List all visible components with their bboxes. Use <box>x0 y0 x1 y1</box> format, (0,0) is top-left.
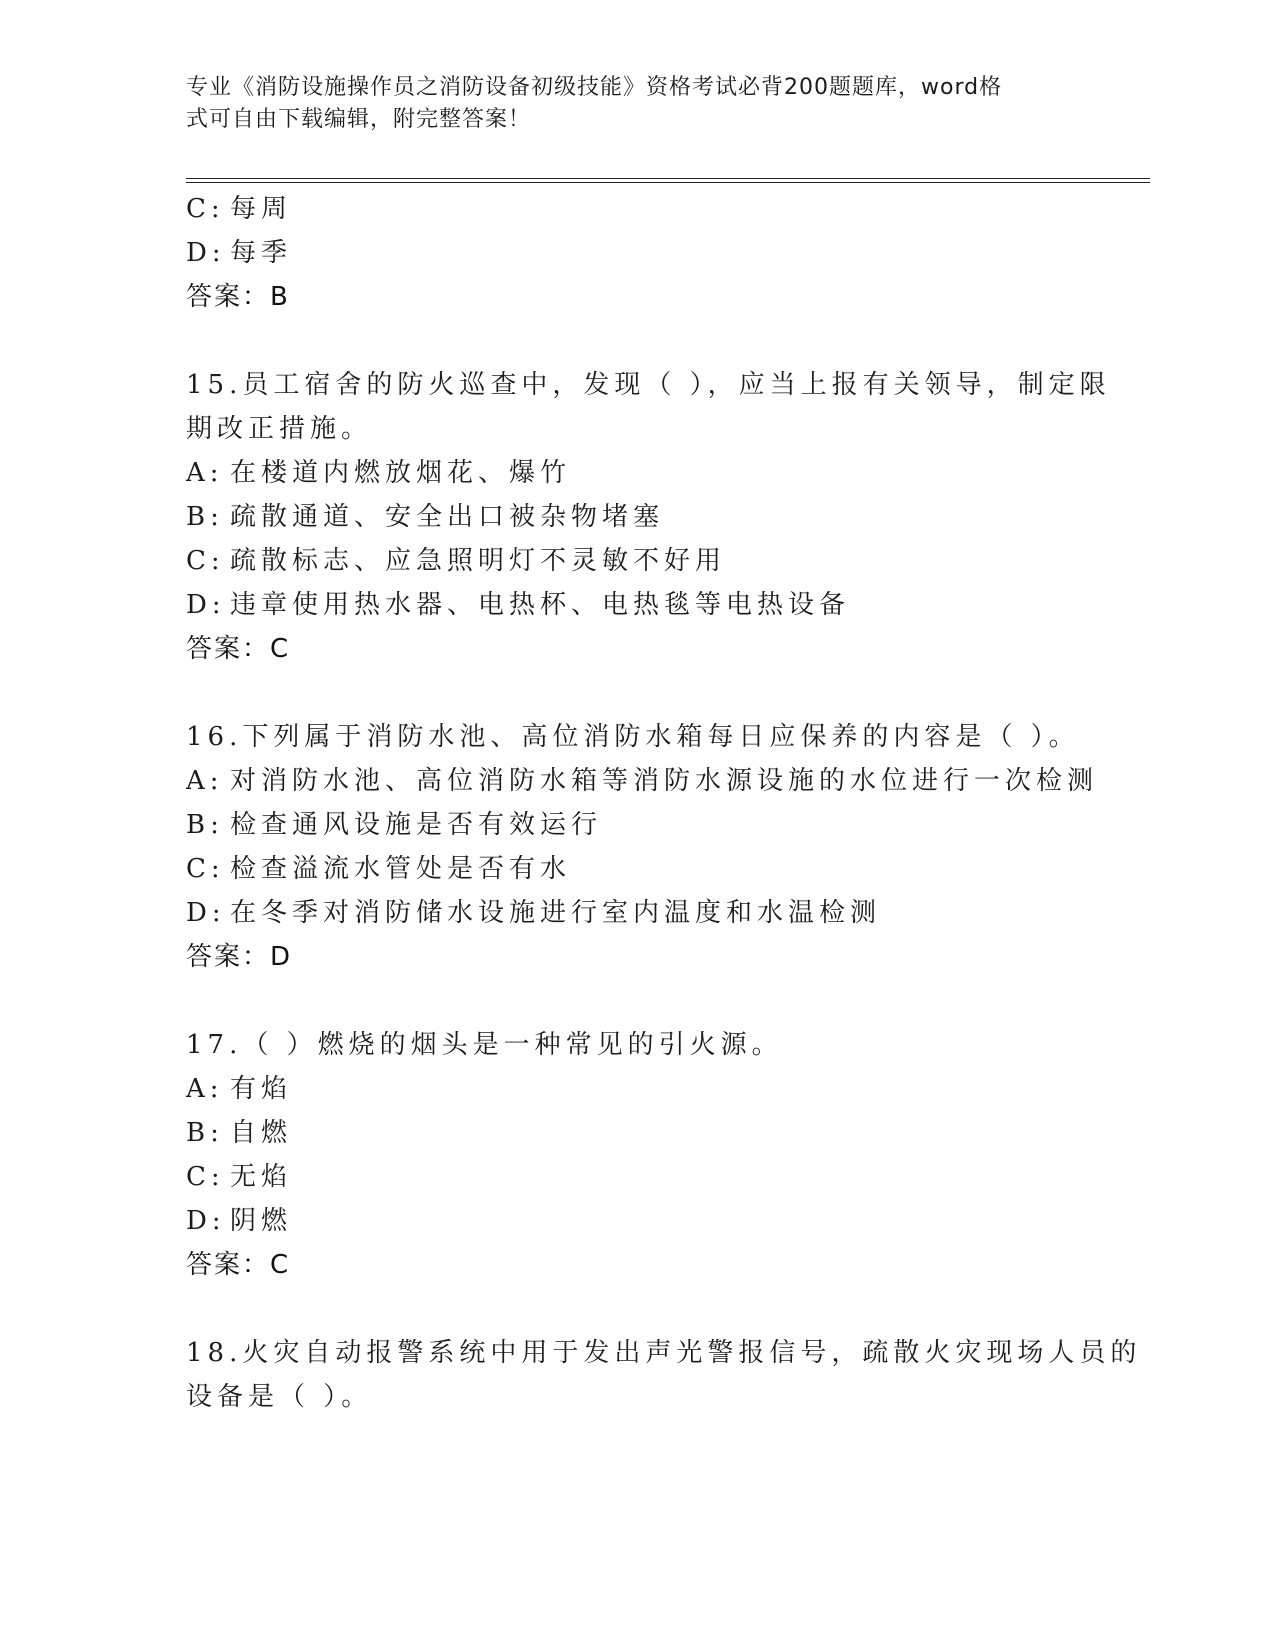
option-text: 疏散标志、应急照明灯不灵敏不好用 <box>230 546 727 576</box>
answer-line: 答案：D <box>186 942 293 972</box>
option-label: D: <box>186 238 226 268</box>
option-text: 在冬季对消防储水设施进行室内温度和水温检测 <box>230 898 882 928</box>
question-16-stem-line-1: 16.下列属于消防水池、高位消防水箱每日应保养的内容是（ ）。 <box>186 722 1080 752</box>
header-divider-top <box>186 178 1150 179</box>
header-divider-bottom <box>186 182 1150 183</box>
option-label: B: <box>186 810 224 840</box>
option-c <box>186 846 571 892</box>
option-text: 检查通风设施是否有效运行 <box>230 810 603 840</box>
answer-line: 答案：C <box>186 634 291 664</box>
option-text: 有焰 <box>230 1074 293 1104</box>
option-a <box>186 758 1098 804</box>
option-text: 疏散通道、安全出口被杂物堵塞 <box>230 502 665 532</box>
option-text: 在楼道内燃放烟花、爆竹 <box>230 458 572 488</box>
question-18-stem-line-2: 设备是（ ）。 <box>186 1382 373 1412</box>
question-18-stem-line-1: 18.火灾自动报警系统中用于发出声光警报信号，疏散火灾现场人员的 <box>186 1338 1142 1368</box>
option-label: A: <box>186 1074 224 1104</box>
option-d <box>186 1198 292 1244</box>
option-text: 无焰 <box>230 1162 293 1192</box>
option-a <box>186 1066 292 1112</box>
header-title-line-2: 式可自由下载编辑，附完整答案！ <box>186 107 532 132</box>
option-c <box>186 186 292 232</box>
option-c <box>186 1154 292 1200</box>
option-label: A: <box>186 766 224 796</box>
option-text: 阴燃 <box>230 1206 293 1236</box>
option-label: B: <box>186 502 224 532</box>
option-label: A: <box>186 458 224 488</box>
question-17-stem-line-1: 17.（ ）燃烧的烟头是一种常见的引火源。 <box>186 1030 783 1060</box>
option-text: 自燃 <box>230 1118 293 1148</box>
option-d <box>186 230 292 276</box>
header-title-line-1: 专业《消防设施操作员之消防设备初级技能》资格考试必背200题题库，word格 <box>186 75 1003 100</box>
option-label: C: <box>186 1162 225 1192</box>
option-label: D: <box>186 590 226 620</box>
option-text: 违章使用热水器、电热杯、电热毯等电热设备 <box>230 590 851 620</box>
option-label: C: <box>186 854 225 884</box>
option-b <box>186 1110 292 1156</box>
option-c <box>186 538 726 584</box>
option-label: B: <box>186 1118 224 1148</box>
option-b <box>186 494 664 540</box>
option-b <box>186 802 602 848</box>
question-15-stem-line-1: 15.员工宿舍的防火巡查中，发现（ ），应当上报有关领导，制定限 <box>186 370 1111 400</box>
option-label: D: <box>186 898 226 928</box>
option-label: D: <box>186 1206 226 1236</box>
question-15-stem-line-2: 期改正措施。 <box>186 414 373 444</box>
answer-line: 答案：B <box>186 282 290 312</box>
option-text: 检查溢流水管处是否有水 <box>230 854 572 884</box>
answer-line: 答案：C <box>186 1250 291 1280</box>
option-text: 每季 <box>230 238 293 268</box>
option-d <box>186 582 850 628</box>
option-text: 对消防水池、高位消防水箱等消防水源设施的水位进行一次检测 <box>230 766 1099 796</box>
option-label: C: <box>186 194 225 224</box>
option-a <box>186 450 571 496</box>
option-d <box>186 890 881 936</box>
option-label: C: <box>186 546 225 576</box>
option-text: 每周 <box>230 194 293 224</box>
document-header <box>186 72 1066 136</box>
